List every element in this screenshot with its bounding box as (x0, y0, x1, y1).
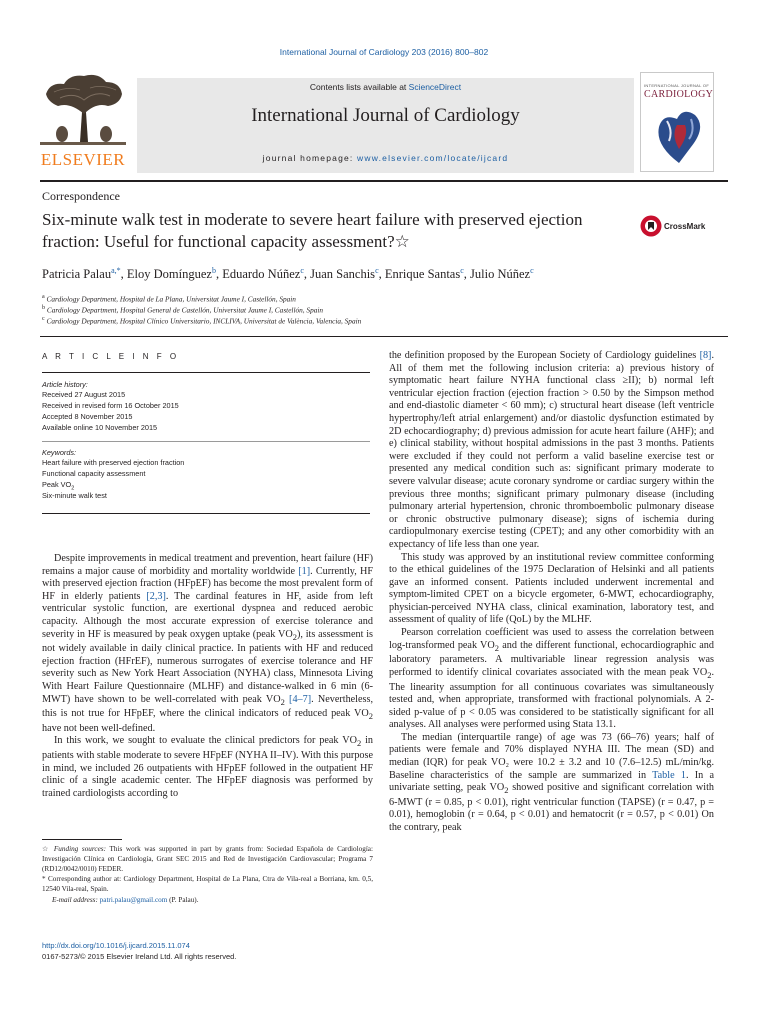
author-affiliation-ref[interactable]: c (530, 266, 534, 275)
author-name[interactable]: Juan Sanchis (310, 267, 376, 282)
text-run: . In a univariate setting, peak VO (389, 769, 714, 794)
email-link[interactable]: patri.palau@gmail.com (99, 896, 168, 904)
paragraph (389, 732, 714, 835)
affiliation-divider (40, 336, 728, 337)
affiliation-text: Cardiology Department, Hospital Clínico Universitario, INCLIVA, Universitat de València, Valencia, Spain (46, 316, 362, 326)
subscript: 2 (292, 631, 297, 642)
paragraph (42, 735, 373, 800)
subscript: 2 (356, 738, 362, 749)
article-history-item: Received 27 August 2015 (42, 390, 126, 399)
article-history-item: Accepted 8 November 2015 (42, 412, 133, 421)
text-run: . All of them met the following inclusion criteria: a) previous history of symptomatic heart failure NYHA functional class ≥II); b) normal left ventricular ejection fraction (ejection fraction > 0.50 by the Simpson method and end-diastolic diameter < 60 mm); c) structural heart disease (left ventricle hypertrophy/left atrial enlargement) and/or diastolic dysfunction estimated by 2D echocardiography; d) previous admission for acute heart failure (AHF); and e) clinical stability, without hospital admissions in the past 3 months. Patients were excluded if they could not perform a valid baseline exercise test or presented any medical condition such as: significant primary moderate to severe valvular disease; acute coronary syndrome or cardiac surgery within the previous three months; significant primary pulmonary disease (including pulmonary arterial hypertension, chronic thromboembolic pulmonary disease or chronic obstructive pulmonary disease); signs of ischemia during cardiopulmonary exercise testing (CPET); and any other comorbidity with an expectancy of life less than one year. (389, 350, 714, 550)
author-name[interactable]: Eduardo Núñez (222, 267, 301, 282)
keyword[interactable]: Six-minute walk test (42, 491, 107, 500)
funding-footnote (42, 845, 373, 874)
citation-link[interactable]: [1] (298, 565, 311, 577)
crossmark-label: CrossMark (664, 222, 706, 231)
author-name[interactable]: Patricia Palau (42, 267, 112, 282)
text-run: . Nevertheless, this is not true for HFpEF, where the clinical indicators of reduced peak VO (42, 693, 374, 720)
keyword[interactable]: Functional capacity assessment (42, 469, 146, 478)
journal-citation[interactable]: International Journal of Cardiology 203 (2016) 800–802 (279, 47, 489, 57)
author-list: Patricia Palau$^{a,*}$, Eloy Domínguez$^b$, Eduardo Núñez$^c$, Juan Sanchis$^c$, Enrique Santas$^c$, Julio Núñez$^c$ (42, 266, 534, 282)
affiliation (42, 314, 642, 326)
corresponding-footnote (42, 875, 373, 895)
funding-text: This work was supported in part by grants from: Sociedad Española de Cardiología: Investigación Clínica en Cardiología, Grant SEC 2015 and Red de Investigación Cardiovascular; Programa 7 (RD12/0042/0010) FEDER. (42, 845, 373, 873)
issn-copyright: 0167-5273/© 2015 Elsevier Ireland Ltd. All rights reserved. (42, 952, 237, 961)
funding-label: Funding sources: (53, 845, 106, 853)
article-info-rule (42, 372, 370, 373)
article-info-bottom-rule (42, 513, 370, 514)
subscript: 2 (494, 642, 500, 653)
affiliation-text: Cardiology Department, Hospital de La Plana, Universitat Jaume I, Castellón, Spain (46, 294, 296, 304)
affiliation-marker: b (42, 305, 46, 311)
footnote-marker: * (42, 875, 46, 883)
cover-journal-name: CARDIOLOGY (644, 89, 714, 100)
affiliation-marker: a (42, 294, 45, 300)
author-name[interactable]: Enrique Santas (384, 267, 461, 282)
affiliation-text: Cardiology Department, Hospital General de Castellón, Universitat Jaume I, Castellón, Spain (46, 305, 324, 315)
author-affiliation-ref[interactable]: a,* (111, 266, 121, 275)
keyword[interactable]: Heart failure with preserved ejection fraction (42, 458, 185, 467)
author-affiliation-ref[interactable]: c (300, 266, 304, 275)
text-run: showed positive and significant correlation with 6-MWT (r = 0.85, p < 0.01), right ventricular function (TAPSE) (r = 0.47, p = 0.01), hemoglobin (r = 0.64, p < 0.01) and hematocrit (r = 0.57, p < 0.01) On the contrary, peak (389, 782, 714, 834)
email-suffix: (P. Palau). (167, 896, 199, 904)
paragraph (389, 627, 714, 732)
email-footnote (42, 896, 373, 906)
keywords-rule (42, 441, 370, 442)
paragraph: This study was approved by an institutional review committee conforming to the ethical guidelines of the 1975 Declaration of Helsinki and all patients gave an informed consent. Patients included underwent incremental and symptom-limited CPET on a bicycle ergometer, 6-MWT, echocardiography, physician-perceived NYHA class, clinical examination, laboratory test, and assessment of quality of life (QoL) by the MLHF. (389, 551, 714, 626)
body-left-column (42, 553, 373, 800)
body-right-column (389, 350, 714, 835)
text-run: ), its assessment is not widely available in daily clinical practice. In patients with HF and reduced ejection fraction (HFrEF), numerous surrogates of exercise tolerance and HF severity such as New York Heart Association (NYHA) class, Minnesota Living With Heart Failure Questionnaire (MLHF) and distance-walked in 6 min (6-MWT) have shown to be well-correlated with peak VO (42, 628, 373, 705)
footnote-rule (42, 839, 122, 840)
text-run: Despite improvements in medical treatment and prevention, heart failure (HF) remains a major cause of morbidity and mortality worldwide (42, 553, 373, 577)
author-affiliation-ref[interactable]: b (211, 266, 216, 275)
doi-link[interactable]: http://dx.doi.org/10.1016/j.ijcard.2015.11.074 (42, 941, 190, 950)
subscript: 2 (368, 711, 373, 722)
cover-journal-label: INTERNATIONAL JOURNAL OF (644, 83, 710, 88)
keyword-subscript: 2 (71, 485, 75, 492)
journal-cover (640, 72, 714, 172)
article-title: Six-minute walk test in moderate to severe heart failure with preserved ejection fraction: Useful for functional capacity assessment?☆ (42, 210, 583, 251)
author-name[interactable]: Eloy Domínguez (126, 267, 212, 282)
elsevier-tree-icon (40, 72, 132, 150)
keyword-text: Peak VO (42, 480, 72, 489)
paragraph (389, 350, 714, 552)
homepage-label: journal homepage: (262, 153, 358, 163)
text-run: have not been well-defined. (42, 722, 156, 734)
sciencedirect-link[interactable]: ScienceDirect (408, 82, 462, 92)
author-name[interactable]: Julio Núñez (470, 267, 531, 282)
elsevier-logo (40, 72, 132, 172)
subscript: 2 (707, 669, 712, 680)
keywords-label: Keywords: (42, 448, 77, 457)
homepage-link[interactable]: www.elsevier.com/locate/ijcard (357, 153, 509, 163)
article-info-heading: A R T I C L E I N F O (42, 352, 180, 361)
section-type: Correspondence (42, 189, 120, 203)
contents-line (137, 82, 634, 92)
journal-homepage (137, 153, 634, 163)
author-affiliation-ref[interactable]: c (375, 266, 379, 275)
text-run: . Currently, HF with preserved ejection fraction (HFpEF) has become the most prevalent form of HF in elderly patients (42, 565, 373, 602)
text-run: in patients with stable moderate to severe HFpEF (NYHA II–IV). With this purpose in mind, we included 26 outpatients with HFpEF followed in the outpatient HF clinic of a single academic center. The HFpEF diagnosis was performed by trained cardiologists according to (42, 735, 373, 799)
journal-title: International Journal of Cardiology (251, 105, 520, 126)
subscript: 2 (504, 785, 509, 796)
journal-banner (137, 78, 634, 173)
contents-prefix: Contents lists available at (309, 82, 409, 92)
text-run: and the different functional, echocardiographic and laboratory parameters. A multivariable linear regression analysis was performed to identify clinical covariates associated with the mean peak VO (389, 639, 714, 678)
text-run: . The linearity assumption for all continuous covariates was simultaneously tested and, when appropriate, transformed with fractional polynomials. A 2-sided p-value of p < 0.05 was considered to be statistically significant for all analyses. All analyses were performed using Stata 13.1. (389, 666, 714, 731)
citation-link[interactable]: [2,3] (146, 590, 166, 602)
crossmark-badge[interactable] (640, 213, 720, 241)
corresponding-text: Corresponding author at: Cardiology Department, Hospital de La Plana, Ctra de Vila-real a Borriana, km. 0,5, 12540 Vila-real, Spain. (42, 875, 373, 893)
text-run: . The cardinal features in HF, aside from left ventricular systolic function, are exertional dyspnea and reduced aerobic capacity. Although the most accurate expression of exercise tolerance and severity in HF is measured by peak oxygen uptake (peak VO (42, 590, 373, 640)
publisher-wordmark: ELSEVIER (40, 150, 126, 169)
footnote-marker: ☆ (42, 845, 51, 853)
crossmark-icon (640, 213, 662, 239)
citation-link[interactable]: [8] (699, 350, 712, 361)
affiliation-marker: c (42, 316, 45, 322)
article-history-label: Article history: (42, 380, 88, 389)
text-run: The median (interquartile range) of age was 73 (66–76) years; half of patients were female and 70% displayed NYHA III. The mean (SD) and median (IQR) for peak VO₂ were 10.2 ± 3.2 and 10 (7.6–12.5) mL/min/kg. Baseline characteristics of the sample are summarized in (389, 731, 714, 781)
article-history-item: Received in revised form 16 October 2015 (42, 401, 179, 410)
subscript: 2 (280, 696, 285, 707)
article-history-item: Available online 10 November 2015 (42, 423, 158, 432)
author-affiliation-ref[interactable]: c (460, 266, 464, 275)
header-divider (40, 180, 728, 182)
citation-link[interactable]: [4–7] (289, 693, 312, 705)
email-label: E-mail address: (52, 896, 100, 904)
text-run: In this work, we sought to evaluate the clinical predictors for peak VO (54, 735, 357, 747)
paragraph (42, 553, 373, 735)
cover-heart-image-icon (649, 105, 709, 167)
text-run: Pearson correlation coefficient was used to assess the correlation between log-transformed peak VO (389, 627, 714, 651)
text-run: the definition proposed by the European Society of Cardiology guidelines (389, 350, 700, 361)
table-link[interactable]: Table 1 (652, 769, 686, 781)
